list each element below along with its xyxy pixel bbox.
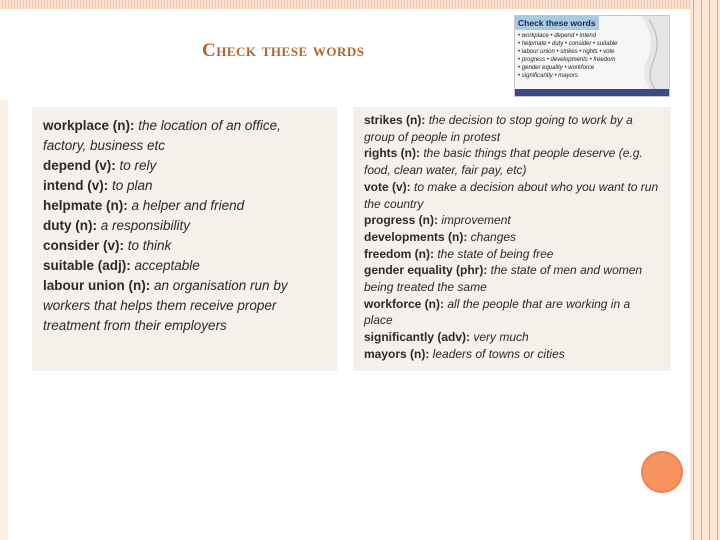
vocab-entry: [43, 276, 327, 336]
vocab-term: consider (v):: [43, 238, 125, 253]
vocab-entry: [43, 236, 327, 256]
vocab-entry: [364, 262, 661, 295]
vocab-entry: [364, 229, 661, 246]
vocab-definition: a responsibility: [96, 218, 191, 233]
vocab-entry: [43, 116, 327, 156]
thumbnail-line: • helpmate • duty • consider • suitable: [518, 41, 618, 47]
vocab-term: freedom (n):: [364, 246, 434, 261]
vocab-term: rights (n):: [364, 146, 420, 161]
vocab-term: helpmate (n):: [43, 198, 128, 213]
vocab-entry: [364, 112, 661, 145]
vocab-entry: [43, 156, 327, 176]
top-decorative-rule: [0, 0, 720, 9]
vocab-entry: [43, 256, 327, 276]
vocab-definition: a helper and friend: [127, 198, 245, 213]
vocab-entry: [364, 179, 661, 212]
thumbnail-line: • significantly • mayors: [518, 73, 578, 79]
thumbnail-bottom-bar: [515, 89, 669, 96]
vocab-definition: changes: [467, 229, 517, 244]
orange-circle-decoration: [641, 451, 683, 493]
thumbnail-line: • workplace • depend • intend: [518, 33, 597, 39]
vocab-term: intend (v):: [43, 178, 109, 193]
vocabulary-box-right: [353, 107, 671, 371]
vocab-definition: to rely: [115, 158, 157, 173]
vocab-term: depend (v):: [43, 158, 116, 173]
thumbnail-line: • labour union • strikes • rights • vote: [518, 49, 615, 55]
vocab-definition: the state of men and women being treated the same: [364, 263, 643, 295]
vocab-term: duty (n):: [43, 218, 97, 233]
vocab-term: gender equality (phr):: [364, 263, 488, 278]
thumbnail-image: [514, 15, 670, 97]
thumbnail-line: • progress • developments • freedom: [518, 57, 616, 63]
vocab-definition: to plan: [108, 178, 153, 193]
vocab-definition: to make a decision about who you want to run the country: [364, 179, 659, 211]
thumbnail-line: • gender equality • workforce: [518, 65, 595, 71]
vocab-term: progress (n):: [364, 213, 439, 228]
vocabulary-box-left: [32, 107, 337, 371]
vocab-term: workplace (n):: [43, 118, 135, 133]
vocab-entry: [364, 346, 661, 363]
vocab-definition: very much: [470, 330, 529, 345]
vocab-term: labour union (n):: [43, 278, 151, 293]
vocab-definition: the basic things that people deserve (e.g. food, clean water, fair pay, etc): [364, 146, 643, 178]
vocab-definition: the decision to stop going to work by a group of people in protest: [364, 113, 633, 144]
vocab-definition: all the people that are working in a place: [364, 296, 631, 328]
vocab-definition: the state of being free: [434, 246, 554, 261]
vocab-term: mayors (n):: [364, 346, 430, 361]
vocab-definition: an organisation run by workers that helps them receive proper treatment from their employers: [43, 278, 288, 333]
vocab-entry: [364, 145, 661, 178]
vocab-definition: improvement: [438, 213, 511, 228]
vocab-entry: [43, 196, 327, 216]
vocab-definition: the location of an office, factory, business etc: [43, 118, 281, 153]
vocab-entry: [364, 329, 661, 346]
vocab-entry: [364, 296, 661, 329]
slide-title: Check these words: [202, 40, 365, 61]
vocab-term: developments (n):: [364, 229, 468, 244]
vocab-term: significantly (adv):: [364, 330, 471, 345]
vocab-entry: [43, 176, 327, 196]
vocab-entry: [43, 216, 327, 236]
vocab-definition: leaders of towns or cities: [429, 346, 565, 361]
vocab-term: suitable (adj):: [43, 258, 131, 273]
vocab-term: workforce (n):: [364, 296, 445, 311]
vocab-definition: to think: [124, 238, 172, 253]
right-decorative-stripes: [690, 0, 720, 540]
vocab-term: strikes (n):: [364, 113, 426, 127]
vocab-term: vote (v):: [364, 179, 411, 194]
thumbnail-heading: Check these words: [515, 16, 599, 30]
vocab-definition: acceptable: [130, 258, 200, 273]
vocab-entry: [364, 212, 661, 229]
vocab-entry: [364, 246, 661, 263]
thumbnail-decoration: [629, 16, 669, 96]
left-decorative-strip: [0, 100, 8, 540]
